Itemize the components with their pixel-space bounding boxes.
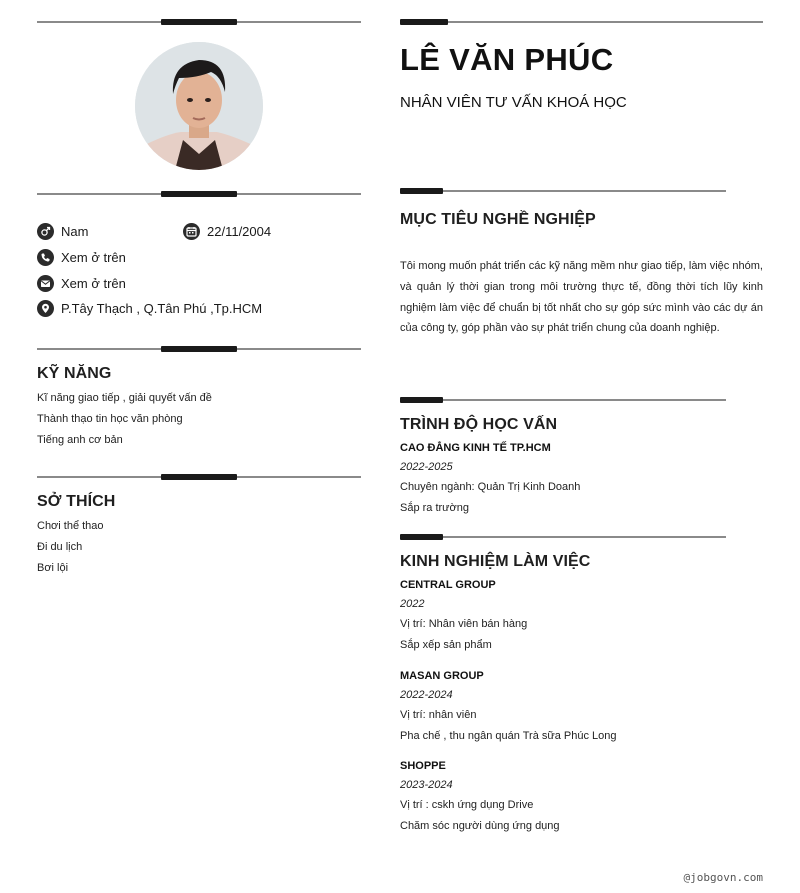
experience-title: KINH NGHIỆM LÀM VIỆC (400, 553, 591, 570)
job-position: Vị trí: nhân viên (400, 709, 477, 721)
divider-education (400, 393, 726, 407)
job-position: Vị trí : cskh ứng dụng Drive (400, 799, 534, 811)
job-task: Sắp xếp sản phẩm (400, 639, 492, 651)
skills-list (37, 388, 212, 451)
candidate-role: NHÂN VIÊN TƯ VẤN KHOÁ HỌC (400, 94, 627, 111)
hobbies-title: SỞ THÍCH (37, 493, 116, 510)
school-name: CAO ĐẲNG KINH TẾ TP.HCM (400, 442, 551, 454)
email-icon (37, 275, 54, 292)
job-company: SHOPPE (400, 760, 446, 772)
job-company: MASAN GROUP (400, 670, 484, 682)
phone-value: Xem ở trên (61, 250, 126, 265)
hobby-item: Đi du lịch (37, 541, 83, 553)
divider-objective (400, 184, 726, 198)
divider-top-left (37, 15, 361, 29)
job-company: CENTRAL GROUP (400, 579, 496, 591)
candidate-name: LÊ VĂN PHÚC (400, 42, 614, 77)
phone-icon (37, 249, 54, 266)
divider-under-avatar (37, 187, 361, 201)
job-period: 2022-2024 (400, 689, 453, 701)
education-major: Chuyên ngành: Quản Trị Kinh Doanh (400, 481, 581, 493)
job-task: Chăm sóc người dùng ứng dụng (400, 820, 560, 832)
job-entry (400, 576, 763, 656)
job-period: 2023-2024 (400, 779, 453, 791)
skills-title: KỸ NĂNG (37, 365, 112, 382)
objective-text: Tôi mong muốn phát triển các kỹ năng mềm như giao tiếp, làm việc nhóm, và quản lý thời gian trong môi trường thực tế, đồng thời tích lũy kinh nghiệm làm việc để chuẩn bị tốt nhất cho sự góp sức mình vào các dự án của công ty, góp phần vào sự phát triển chung của doanh nghiệp. (400, 260, 763, 335)
divider-top-right (400, 15, 763, 29)
job-position: Vị trí: Nhân viên bán hàng (400, 618, 528, 630)
email-value: Xem ở trên (61, 276, 126, 291)
location-icon (37, 300, 54, 317)
hobby-item: Bơi lội (37, 562, 69, 574)
avatar (135, 42, 263, 170)
hobbies-list (37, 516, 104, 579)
job-entry (400, 667, 763, 747)
skill-item: Tiếng anh cơ bản (37, 434, 123, 446)
education-title: TRÌNH ĐỘ HỌC VẤN (400, 416, 558, 433)
contact-gender (37, 223, 88, 240)
education-entry (400, 439, 763, 519)
hobby-item: Chơi thể thao (37, 520, 104, 532)
birthday-value: 22/11/2004 (207, 224, 272, 239)
divider-hobbies (37, 470, 361, 484)
education-status: Sắp ra trường (400, 502, 469, 514)
watermark: @jobgovn.com (683, 871, 763, 884)
contact-birthday (183, 223, 271, 240)
education-period: 2022-2025 (400, 461, 453, 473)
job-task: Pha chế , thu ngân quán Trà sữa Phúc Long (400, 730, 617, 742)
gender-value: Nam (61, 224, 89, 239)
divider-skills (37, 342, 361, 356)
job-period: 2022 (400, 598, 425, 610)
divider-experience (400, 530, 726, 544)
calendar-icon (183, 223, 200, 240)
contact-phone (37, 249, 126, 266)
address-value: P.Tây Thạch , Q.Tân Phú ,Tp.HCM (61, 301, 263, 316)
contact-email (37, 275, 126, 292)
gender-icon (37, 223, 54, 240)
objective-title: MỤC TIÊU NGHỀ NGHIỆP (400, 211, 596, 228)
contact-address (37, 300, 262, 317)
skill-item: Kĩ năng giao tiếp , giải quyết vấn đề (37, 392, 212, 404)
skill-item: Thành thạo tin học văn phòng (37, 413, 183, 425)
job-entry (400, 757, 763, 837)
